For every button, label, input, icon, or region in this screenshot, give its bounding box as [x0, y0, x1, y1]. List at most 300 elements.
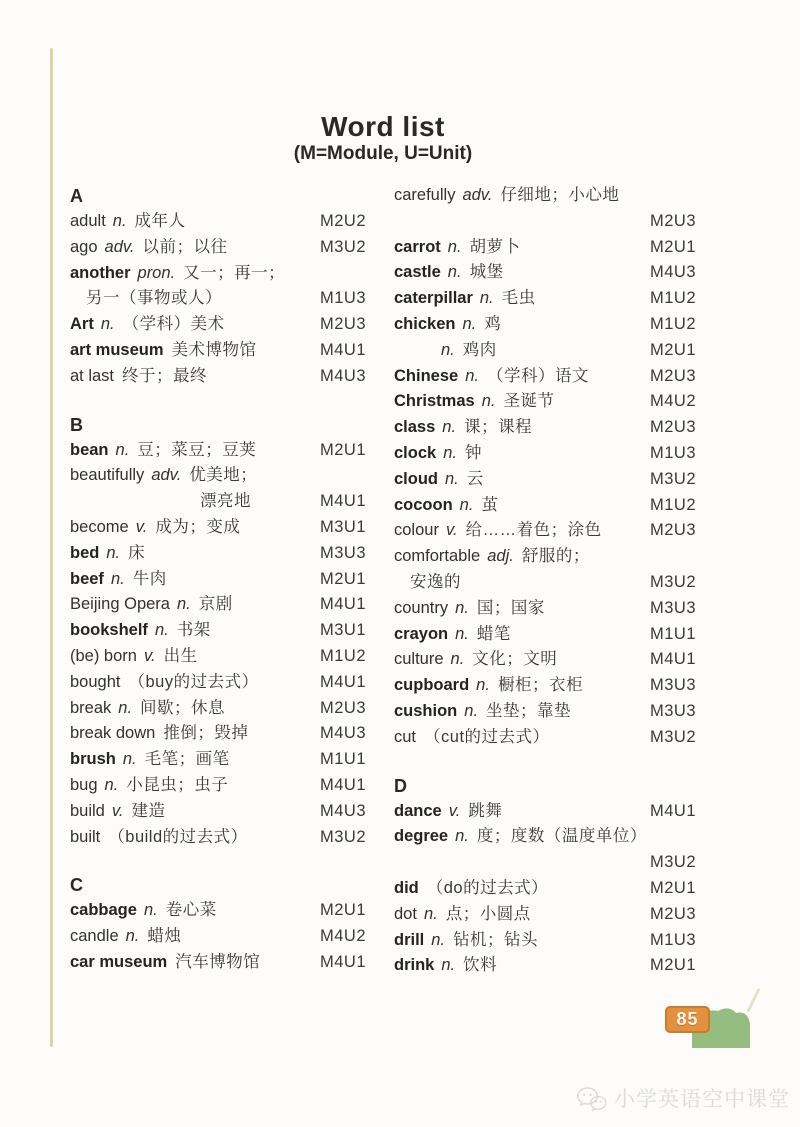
word-entry-row — [394, 260, 696, 286]
entry-text — [394, 699, 644, 725]
module-unit-code: M2U1 — [649, 878, 696, 897]
word-entry-row — [70, 644, 366, 670]
entry-text — [70, 747, 314, 773]
module-unit-code: M2U2 — [319, 212, 366, 230]
entry-word: break — [70, 698, 112, 717]
word-entry-row — [70, 338, 366, 364]
word-entry-row — [70, 463, 366, 489]
entry-part-of-speech: adv. — [151, 466, 182, 485]
entry-part-of-speech: n. — [476, 676, 490, 695]
word-entry-row — [394, 209, 696, 235]
entry-meaning: 建造 — [131, 801, 166, 820]
entry-text — [394, 824, 690, 850]
word-entry-row — [394, 467, 696, 493]
module-unit-code: M3U3 — [649, 701, 696, 720]
page-subtitle: (M=Module, U=Unit) — [293, 143, 473, 164]
word-entry-row — [394, 312, 696, 338]
entry-part-of-speech: n. — [122, 750, 137, 769]
entry-text — [394, 544, 690, 570]
entry-word: bed — [70, 543, 100, 562]
module-unit-code: M3U3 — [319, 543, 366, 562]
entry-part-of-speech: n. — [112, 212, 127, 230]
entry-part-of-speech: n. — [100, 315, 115, 334]
entry-meaning: 优美地； — [189, 466, 258, 485]
entry-word: break down — [70, 724, 156, 743]
word-entry-row — [394, 518, 696, 544]
module-unit-code: M1U1 — [319, 750, 366, 769]
entry-word: bean — [70, 440, 109, 459]
entry-text — [70, 592, 314, 618]
word-entry-row — [394, 364, 696, 390]
module-unit-code: M4U1 — [319, 672, 366, 691]
entry-text — [70, 773, 314, 799]
word-entry-row — [70, 541, 366, 567]
module-unit-code: M2U1 — [319, 901, 366, 920]
entry-meaning: 安逸的 — [410, 572, 461, 591]
module-unit-code: M3U1 — [319, 621, 366, 640]
entry-part-of-speech: n. — [443, 443, 457, 462]
entry-part-of-speech: adv. — [104, 237, 135, 256]
module-unit-code: M3U2 — [649, 469, 696, 488]
entry-text — [70, 898, 314, 924]
entry-meaning: 毛虫 — [501, 289, 536, 308]
entry-part-of-speech: n. — [447, 237, 462, 256]
entry-word: another — [70, 263, 131, 282]
entry-word: cupboard — [394, 676, 470, 695]
entry-text — [394, 286, 644, 312]
entry-meaning: 汽车博物馆 — [175, 952, 261, 971]
word-entry-row — [70, 799, 366, 825]
entry-meaning: 卷心菜 — [165, 901, 217, 920]
module-unit-code: M4U1 — [319, 595, 366, 614]
module-unit-code: M4U3 — [649, 263, 696, 282]
module-unit-code: M1U3 — [319, 289, 366, 308]
entry-meaning: 蜡笔 — [476, 624, 511, 643]
entry-word: beautifully — [70, 466, 145, 485]
entry-text — [394, 467, 644, 493]
entry-part-of-speech: n. — [176, 595, 191, 614]
entry-text — [394, 622, 644, 648]
entry-text — [70, 799, 314, 825]
entry-word: candle — [70, 927, 119, 946]
word-entry-row — [394, 799, 696, 825]
module-unit-code: M2U3 — [649, 904, 696, 923]
entry-part-of-speech: n. — [450, 650, 465, 669]
word-entry-row — [394, 673, 696, 699]
entry-meaning: 跳舞 — [468, 801, 503, 820]
module-unit-code: M3U3 — [649, 676, 696, 695]
word-entry-row — [70, 924, 366, 950]
entry-word: degree — [394, 827, 449, 846]
word-entry-row — [394, 622, 696, 648]
entry-word: cloud — [394, 469, 438, 488]
entry-word: did — [394, 878, 419, 897]
entry-word: Art — [70, 315, 94, 334]
word-list-column-right — [394, 183, 696, 979]
entry-part-of-speech: n. — [431, 930, 446, 949]
entry-word: dance — [394, 801, 442, 820]
module-unit-code: M2U3 — [649, 521, 696, 540]
entry-word: caterpillar — [394, 289, 473, 308]
module-unit-code: M4U1 — [319, 340, 366, 359]
entry-part-of-speech: n. — [143, 901, 158, 920]
entry-text — [394, 953, 644, 979]
entry-meaning: （buy的过去式） — [128, 672, 259, 691]
module-unit-code: M3U2 — [649, 727, 696, 746]
entry-word: Chinese — [394, 366, 459, 385]
entry-meaning: 京剧 — [198, 595, 233, 614]
entry-text — [394, 647, 644, 673]
entry-part-of-speech: n. — [115, 440, 130, 459]
entry-text — [394, 902, 644, 928]
entry-meaning: 茧 — [481, 495, 499, 514]
module-unit-code: M2U3 — [649, 211, 696, 230]
entry-meaning: （cut的过去式） — [424, 727, 550, 746]
entry-meaning: 蜡烛 — [147, 927, 182, 946]
entry-word: adult — [70, 212, 106, 230]
module-unit-code: M2U3 — [319, 698, 366, 717]
word-entry-row — [70, 438, 366, 464]
module-unit-code: M4U1 — [319, 492, 366, 511]
entry-text — [70, 463, 360, 489]
word-entry-row — [70, 773, 366, 799]
watermark — [576, 1083, 790, 1113]
word-entry-row — [394, 725, 696, 751]
entry-word: castle — [394, 263, 441, 282]
entry-meaning: 美术博物馆 — [171, 340, 257, 359]
entry-word: become — [70, 517, 129, 536]
page-number-badge — [665, 1006, 710, 1033]
module-unit-code: M4U2 — [649, 392, 696, 411]
entry-part-of-speech: n. — [154, 621, 169, 640]
word-entry-row — [394, 928, 696, 954]
entry-meaning: 牛肉 — [132, 569, 167, 588]
module-unit-code: M2U1 — [649, 956, 696, 975]
entry-text — [70, 670, 314, 696]
entry-meaning: 云 — [466, 469, 484, 488]
entry-part-of-speech: n. — [104, 775, 119, 794]
entry-word: carefully — [394, 186, 456, 204]
entry-word: brush — [70, 750, 116, 769]
entry-meaning: 橱柜；衣柜 — [497, 676, 583, 695]
entry-text — [70, 825, 314, 851]
entry-meaning: 床 — [128, 543, 146, 562]
entry-text — [394, 260, 644, 286]
word-entry-row — [394, 647, 696, 673]
entry-part-of-speech: adv. — [462, 186, 493, 204]
entry-part-of-speech: n. — [465, 366, 479, 385]
word-entry-row — [70, 312, 366, 338]
entry-meaning: 钻机；钻头 — [453, 930, 539, 949]
entry-meaning: （学科）美术 — [122, 315, 225, 334]
module-unit-code: M1U1 — [649, 624, 696, 643]
entry-part-of-speech: n. — [455, 624, 469, 643]
entry-meaning: 点；小圆点 — [445, 904, 531, 923]
entry-word: carrot — [394, 237, 441, 256]
entry-part-of-speech: n. — [106, 543, 121, 562]
entry-part-of-speech: n. — [481, 392, 496, 411]
entry-text — [394, 183, 690, 209]
entry-text — [394, 596, 644, 622]
module-unit-code: M2U1 — [319, 569, 366, 588]
entry-word: art museum — [70, 340, 164, 359]
entry-meaning: 圣诞节 — [503, 392, 555, 411]
entry-part-of-speech: n. — [459, 495, 474, 514]
word-entry-row — [394, 544, 696, 570]
entry-part-of-speech: n. — [455, 827, 469, 846]
entry-meaning: 胡萝卜 — [469, 237, 521, 256]
entry-meaning: 出生 — [163, 646, 198, 665]
entry-word: bought — [70, 672, 121, 691]
entry-text — [70, 618, 314, 644]
entry-word: build — [70, 801, 105, 820]
entry-meaning: 课；课程 — [464, 418, 533, 437]
entry-word: drill — [394, 930, 425, 949]
entry-part-of-speech: v. — [143, 646, 156, 665]
wechat-icon — [576, 1085, 608, 1112]
entry-meaning: （学科）语文 — [486, 366, 589, 385]
entry-word: dot — [394, 904, 417, 923]
entry-word: at last — [70, 366, 115, 385]
word-entry-row — [70, 261, 366, 287]
entry-word: comfortable — [394, 547, 481, 566]
module-unit-code: M2U3 — [649, 366, 696, 385]
entry-text — [394, 493, 644, 519]
word-entry-row — [394, 183, 696, 209]
module-unit-code: M4U1 — [649, 801, 696, 820]
entry-part-of-speech: adj. — [487, 547, 514, 566]
entry-meaning: 文化；文明 — [472, 650, 558, 669]
entry-word: chicken — [394, 314, 456, 333]
entry-part-of-speech: n. — [441, 956, 456, 975]
entry-text — [70, 261, 360, 287]
entry-part-of-speech: pron. — [137, 263, 176, 282]
word-entry-row — [394, 850, 696, 876]
word-list-header — [70, 112, 696, 165]
entry-text — [70, 338, 314, 364]
entry-text — [394, 415, 644, 441]
module-unit-code: M4U1 — [319, 952, 366, 971]
word-entry-row — [394, 876, 696, 902]
entry-text — [70, 515, 314, 541]
entry-text — [394, 518, 644, 544]
entry-text — [394, 441, 644, 467]
entry-meaning: 鸡肉 — [462, 340, 497, 359]
entry-word: cushion — [394, 701, 458, 720]
entry-text — [70, 567, 314, 593]
entry-meaning: （do的过去式） — [426, 878, 549, 897]
word-entry-row — [394, 415, 696, 441]
entry-text — [70, 364, 314, 390]
entry-word: Beijing Opera — [70, 595, 170, 614]
word-entry-row — [70, 489, 366, 515]
word-entry-row — [394, 570, 696, 596]
word-entry-row — [394, 953, 696, 979]
entry-word: colour — [394, 521, 439, 540]
entry-text — [70, 209, 314, 235]
entry-text — [70, 696, 314, 722]
word-entry-row — [70, 825, 366, 851]
entry-text — [70, 312, 314, 338]
entry-part-of-speech: n. — [110, 569, 125, 588]
word-entry-row — [394, 389, 696, 415]
entry-part-of-speech: v. — [111, 801, 124, 820]
module-unit-code: M3U1 — [319, 517, 366, 536]
entry-word: bug — [70, 775, 98, 794]
module-unit-code: M4U2 — [319, 927, 366, 946]
entry-meaning: 毛笔；画笔 — [144, 750, 230, 769]
entry-word: crayon — [394, 624, 449, 643]
word-entry-row — [70, 235, 366, 261]
entry-meaning: 成年人 — [134, 212, 186, 230]
module-unit-code: M3U2 — [319, 237, 366, 256]
entry-text — [70, 235, 314, 261]
page-margin-rule — [50, 48, 53, 1047]
word-entry-row — [70, 364, 366, 390]
module-unit-code: M4U3 — [319, 801, 366, 820]
word-entry-row — [394, 699, 696, 725]
entry-text — [70, 950, 314, 976]
word-entry-row — [394, 286, 696, 312]
entry-text — [70, 489, 314, 515]
entry-word: culture — [394, 650, 444, 669]
word-entry-row — [70, 567, 366, 593]
entry-text — [70, 438, 314, 464]
entry-meaning: 坐垫；靠垫 — [486, 701, 572, 720]
entry-text — [70, 721, 314, 747]
entry-meaning: 鸡 — [484, 314, 502, 333]
entry-word: (be) born — [70, 646, 137, 665]
entry-meaning: 成为；变成 — [155, 517, 241, 536]
entry-text — [394, 570, 644, 596]
word-entry-row — [70, 747, 366, 773]
module-unit-code: M4U3 — [319, 366, 366, 385]
module-unit-code: M1U2 — [649, 495, 696, 514]
module-unit-code: M3U2 — [319, 827, 366, 846]
entry-text — [394, 928, 644, 954]
word-entry-row — [394, 235, 696, 261]
word-entry-row — [394, 441, 696, 467]
entry-word: Christmas — [394, 392, 475, 411]
entry-word: beef — [70, 569, 104, 588]
module-unit-code: M4U1 — [319, 775, 366, 794]
module-unit-code: M4U3 — [319, 724, 366, 743]
entry-word: clock — [394, 443, 437, 462]
entry-meaning: 钟 — [464, 443, 482, 462]
entry-word: class — [394, 418, 436, 437]
module-unit-code: M2U3 — [319, 315, 366, 334]
entry-text — [394, 799, 644, 825]
word-entry-row — [70, 618, 366, 644]
module-unit-code: M3U2 — [649, 853, 696, 872]
word-entry-row — [70, 670, 366, 696]
module-unit-code: M1U2 — [649, 314, 696, 333]
module-unit-code: M4U1 — [649, 650, 696, 669]
entry-part-of-speech: v. — [448, 801, 461, 820]
entry-text — [70, 286, 314, 312]
module-unit-code: M2U1 — [319, 440, 366, 459]
module-unit-code: M1U3 — [649, 930, 696, 949]
entry-word: cabbage — [70, 901, 137, 920]
entry-meaning: 饮料 — [463, 956, 498, 975]
entry-text — [70, 644, 314, 670]
entry-part-of-speech: n. — [447, 263, 462, 282]
module-unit-code: M1U3 — [649, 443, 696, 462]
section-heading-b: B — [70, 414, 83, 435]
entry-meaning: 另一（事物或人） — [86, 289, 222, 308]
entry-part-of-speech: n. — [423, 904, 438, 923]
entry-text — [394, 338, 644, 364]
word-entry-row — [70, 286, 366, 312]
module-unit-code: M3U3 — [649, 598, 696, 617]
entry-part-of-speech: n. — [445, 469, 459, 488]
section-heading-a: A — [70, 186, 83, 206]
entry-meaning: 书架 — [176, 621, 211, 640]
word-entry-row — [70, 592, 366, 618]
word-entry-row — [394, 902, 696, 928]
word-list-column-left — [70, 183, 366, 976]
entry-part-of-speech: n. — [455, 598, 469, 617]
entry-part-of-speech: n. — [118, 698, 133, 717]
word-entry-row — [70, 898, 366, 924]
entry-word: bookshelf — [70, 621, 148, 640]
entry-text — [70, 541, 314, 567]
word-entry-row — [70, 209, 366, 235]
word-entry-row — [70, 515, 366, 541]
page-title: Word list — [321, 111, 445, 142]
word-entry-row — [394, 596, 696, 622]
entry-meaning: 给……着色；涂色 — [465, 521, 602, 540]
entry-meaning: 漂亮地 — [200, 492, 251, 511]
entry-meaning: （build的过去式） — [108, 827, 248, 846]
entry-meaning: 城堡 — [469, 263, 504, 282]
word-entry-row — [70, 696, 366, 722]
section-heading-d: D — [394, 775, 407, 796]
entry-meaning: 小昆虫；虫子 — [126, 775, 229, 794]
entry-meaning: 舒服的； — [521, 547, 590, 566]
entry-meaning: 推倒；毁掉 — [163, 724, 249, 743]
module-unit-code: M1U2 — [319, 646, 366, 665]
module-unit-code: M3U2 — [649, 572, 696, 591]
entry-part-of-speech: n. — [441, 340, 455, 359]
entry-part-of-speech: n. — [462, 314, 477, 333]
word-entry-row — [394, 338, 696, 364]
module-unit-code: M1U2 — [649, 289, 696, 308]
module-unit-code: M2U1 — [649, 340, 696, 359]
entry-meaning: 豆；菜豆；豆荚 — [137, 440, 257, 459]
entry-word: cut — [394, 727, 417, 746]
module-unit-code: M2U1 — [649, 237, 696, 256]
entry-word: car museum — [70, 952, 168, 971]
entry-meaning: 又一；再一； — [183, 263, 286, 282]
entry-word: country — [394, 598, 449, 617]
entry-text — [394, 389, 644, 415]
entry-meaning: 度；度数（温度单位） — [476, 827, 647, 846]
entry-text — [394, 673, 644, 699]
entry-part-of-speech: n. — [464, 701, 479, 720]
entry-meaning: 国；国家 — [476, 598, 545, 617]
word-entry-row — [70, 950, 366, 976]
entry-word: built — [70, 827, 101, 846]
entry-word: drink — [394, 956, 435, 975]
module-unit-code: M2U3 — [649, 418, 696, 437]
watermark-text: 小学英语空中课堂 — [614, 1088, 790, 1111]
entry-word: cocoon — [394, 495, 453, 514]
entry-part-of-speech: n. — [125, 927, 140, 946]
entry-meaning: 间歇；休息 — [140, 698, 226, 717]
entry-text — [394, 235, 644, 261]
section-heading-c: C — [70, 875, 83, 896]
